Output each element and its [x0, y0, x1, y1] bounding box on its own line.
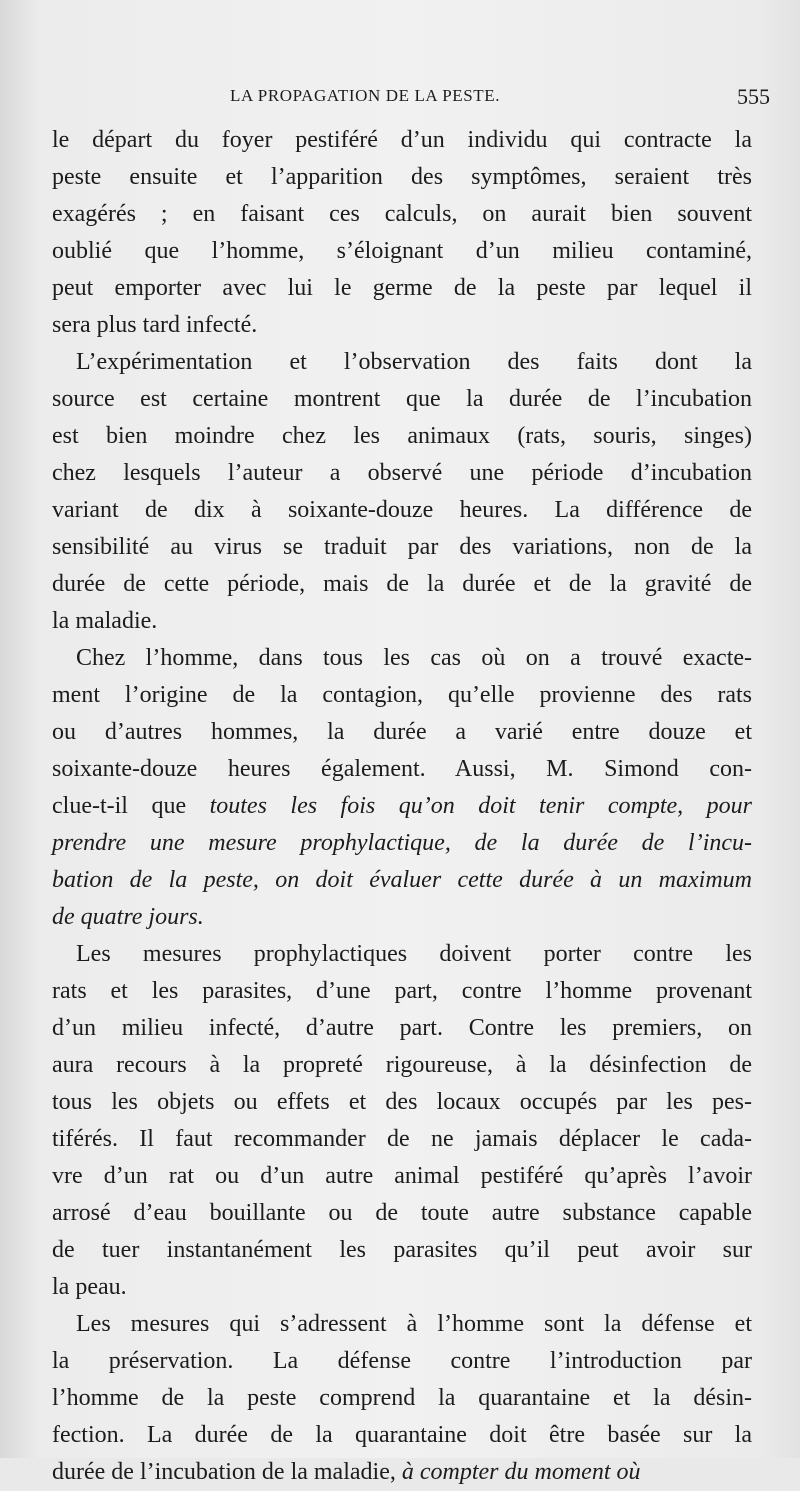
- text-line-italic: prendre une mesure prophylactique, de la durée de l’incu-: [52, 830, 752, 856]
- text-line: la peau.: [52, 1274, 127, 1300]
- text-line-mixed: [52, 788, 752, 825]
- text-line: fection. La durée de la quarantaine doit être basée sur la: [52, 1422, 752, 1448]
- text-line: de tuer instantanément les parasites qu’il peut avoir sur: [52, 1237, 752, 1263]
- text-line: arrosé d’eau bouillante ou de toute autre substance capable: [52, 1200, 752, 1226]
- text-line: la préservation. La défense contre l’introduction par: [52, 1348, 752, 1374]
- text-line: ment l’origine de la contagion, qu’elle provienne des rats: [52, 682, 752, 708]
- text-line: rats et les parasites, d’une part, contre l’homme provenant: [52, 978, 752, 1004]
- text-line: la maladie.: [52, 608, 158, 634]
- text-line: aura recours à la propreté rigoureuse, à la désinfection de: [52, 1052, 752, 1078]
- text-line: peste ensuite et l’apparition des symptômes, seraient très: [52, 164, 752, 190]
- text-line: tous les objets ou effets et des locaux occupés par les pes-: [52, 1089, 752, 1115]
- text-line: Les mesures prophylactiques doivent porter contre les: [76, 941, 752, 967]
- text-line: ou d’autres hommes, la durée a varié entre douze et: [52, 719, 752, 745]
- italic-run: à compter du moment où: [401, 1459, 641, 1485]
- text-line: est bien moindre chez les animaux (rats, souris, singes): [52, 423, 752, 449]
- text-line: Chez l’homme, dans tous les cas où on a trouvé exacte-: [76, 645, 752, 671]
- text-line-mixed: [52, 1454, 752, 1491]
- text-line: vre d’un rat ou d’un autre animal pestiféré qu’après l’avoir: [52, 1163, 752, 1189]
- text-line: chez lesquels l’auteur a observé une période d’incubation: [52, 460, 752, 486]
- roman-run: clue-t-il que: [52, 793, 210, 819]
- text-line: Les mesures qui s’adressent à l’homme sont la défense et: [76, 1311, 752, 1337]
- text-line: soixante-douze heures également. Aussi, M. Simond con-: [52, 756, 752, 782]
- text-line: durée de cette période, mais de la durée et de la gravité de: [52, 571, 752, 597]
- text-line-italic: bation de la peste, on doit évaluer cette durée à un maximum: [52, 867, 752, 893]
- text-line: le départ du foyer pestiféré d’un individu qui contracte la: [52, 127, 752, 153]
- body-text: [52, 122, 752, 1491]
- text-line: tiférés. Il faut recommander de ne jamais déplacer le cada-: [52, 1126, 752, 1152]
- running-header: [230, 86, 770, 116]
- text-line: peut emporter avec lui le germe de la peste par lequel il: [52, 275, 752, 301]
- running-title: LA PROPAGATION DE LA PESTE.: [230, 86, 501, 105]
- text-line: l’homme de la peste comprend la quarantaine et la désin-: [52, 1385, 752, 1411]
- text-line: source est certaine montrent que la durée de l’incubation: [52, 386, 752, 412]
- roman-run: durée de l’incubation de la maladie,: [52, 1459, 402, 1485]
- text-line: d’un milieu infecté, d’autre part. Contre les premiers, on: [52, 1015, 752, 1041]
- page-number: 555: [737, 84, 770, 109]
- text-line: sensibilité au virus se traduit par des variations, non de la: [52, 534, 752, 560]
- text-line: L’expérimentation et l’observation des faits dont la: [76, 349, 752, 375]
- text-line-italic: de quatre jours.: [52, 904, 204, 930]
- text-line: variant de dix à soixante-douze heures. La différence de: [52, 497, 752, 523]
- text-line: oublié que l’homme, s’éloignant d’un milieu contaminé,: [52, 238, 752, 264]
- text-line: sera plus tard infecté.: [52, 312, 258, 338]
- italic-run: toutes les fois qu’on doit tenir compte, pour: [209, 793, 752, 819]
- text-line: exagérés ; en faisant ces calculs, on aurait bien souvent: [52, 201, 752, 227]
